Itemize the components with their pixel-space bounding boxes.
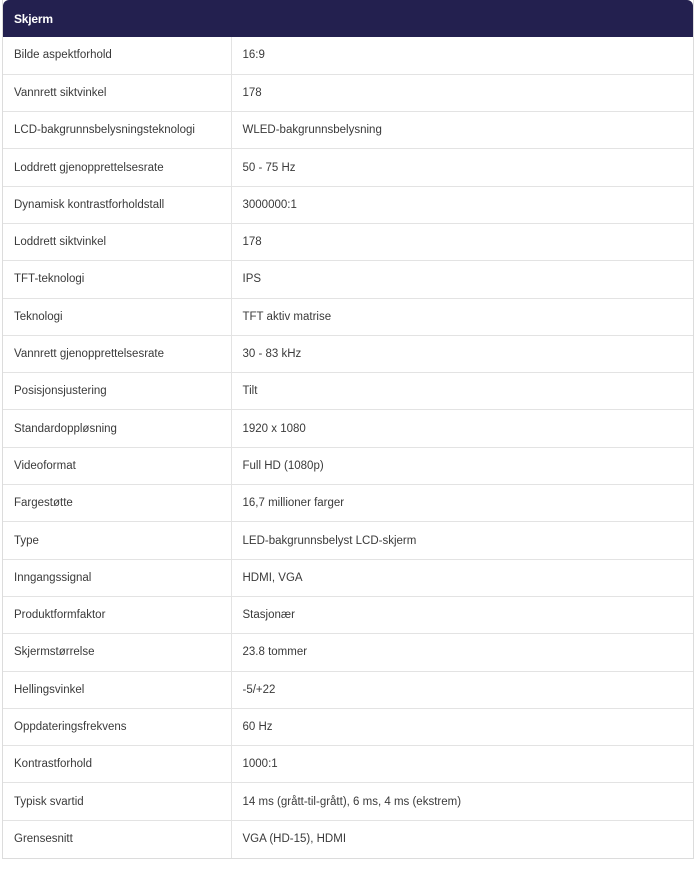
spec-label: Videoformat [3, 447, 231, 484]
spec-label: Loddrett gjenopprettelsesrate [3, 149, 231, 186]
spec-value: 23.8 tommer [231, 634, 693, 671]
spec-label: LCD-bakgrunnsbelysningsteknologi [3, 112, 231, 149]
spec-label: Loddrett siktvinkel [3, 223, 231, 260]
spec-label: TFT-teknologi [3, 261, 231, 298]
spec-value: HDMI, VGA [231, 559, 693, 596]
spec-value: 178 [231, 223, 693, 260]
spec-label: Dynamisk kontrastforholdstall [3, 186, 231, 223]
spec-label: Bilde aspektforhold [3, 37, 231, 74]
spec-row [3, 186, 693, 223]
spec-section-title: Skjerm [14, 11, 53, 26]
spec-section-header[interactable] [3, 0, 693, 37]
spec-label: Vannrett siktvinkel [3, 74, 231, 111]
spec-row [3, 671, 693, 708]
spec-row [3, 261, 693, 298]
spec-label: Kontrastforhold [3, 746, 231, 783]
spec-value: TFT aktiv matrise [231, 298, 693, 335]
spec-value: -5/+22 [231, 671, 693, 708]
spec-value: 3000000:1 [231, 186, 693, 223]
spec-value: WLED-bakgrunnsbelysning [231, 112, 693, 149]
spec-row [3, 74, 693, 111]
spec-label: Fargestøtte [3, 485, 231, 522]
spec-label: Typisk svartid [3, 783, 231, 820]
spec-value: 1920 x 1080 [231, 410, 693, 447]
spec-label: Inngangssignal [3, 559, 231, 596]
spec-value: Tilt [231, 373, 693, 410]
spec-value: 30 - 83 kHz [231, 335, 693, 372]
spec-value: 16:9 [242, 49, 265, 62]
spec-row [3, 746, 693, 783]
spec-value: 16,7 millioner farger [231, 485, 693, 522]
spec-label: Vannrett gjenopprettelsesrate [3, 335, 231, 372]
spec-label: Type [3, 522, 231, 559]
spec-value: LED-bakgrunnsbelyst LCD-skjerm [231, 522, 693, 559]
spec-row [3, 820, 693, 857]
spec-row [3, 559, 693, 596]
spec-label: Oppdateringsfrekvens [3, 708, 231, 745]
spec-row [3, 522, 693, 559]
spec-row [3, 596, 693, 633]
spec-row [3, 634, 693, 671]
spec-row [3, 223, 693, 260]
spec-value: 50 - 75 Hz [231, 149, 693, 186]
spec-value: VGA (HD-15), HDMI [231, 820, 693, 857]
spec-label: Standardoppløsning [3, 410, 231, 447]
spec-row [3, 335, 693, 372]
spec-value: IPS [231, 261, 693, 298]
spec-row [3, 708, 693, 745]
spec-label: Teknologi [3, 298, 231, 335]
spec-label: Grensesnitt [3, 820, 231, 857]
spec-row [3, 410, 693, 447]
spec-row [3, 149, 693, 186]
spec-value: Stasjonær [231, 596, 693, 633]
spec-row [3, 112, 693, 149]
spec-row [3, 485, 693, 522]
spec-table [3, 37, 693, 858]
spec-panel-skjerm [2, 0, 694, 859]
spec-label: Skjermstørrelse [3, 634, 231, 671]
spec-value: Full HD (1080p) [231, 447, 693, 484]
spec-label: Posisjonsjustering [3, 373, 231, 410]
spec-value: 1000:1 [231, 746, 693, 783]
spec-row [3, 447, 693, 484]
spec-row [3, 37, 693, 74]
spec-table-body [3, 37, 693, 858]
spec-value: 14 ms (grått-til-grått), 6 ms, 4 ms (ekstrem) [231, 783, 693, 820]
spec-row [3, 373, 693, 410]
spec-value: 60 Hz [231, 708, 693, 745]
spec-row [3, 298, 693, 335]
spec-label: Hellingsvinkel [3, 671, 231, 708]
spec-label: Produktformfaktor [3, 596, 231, 633]
spec-row [3, 783, 693, 820]
spec-value: 178 [231, 74, 693, 111]
